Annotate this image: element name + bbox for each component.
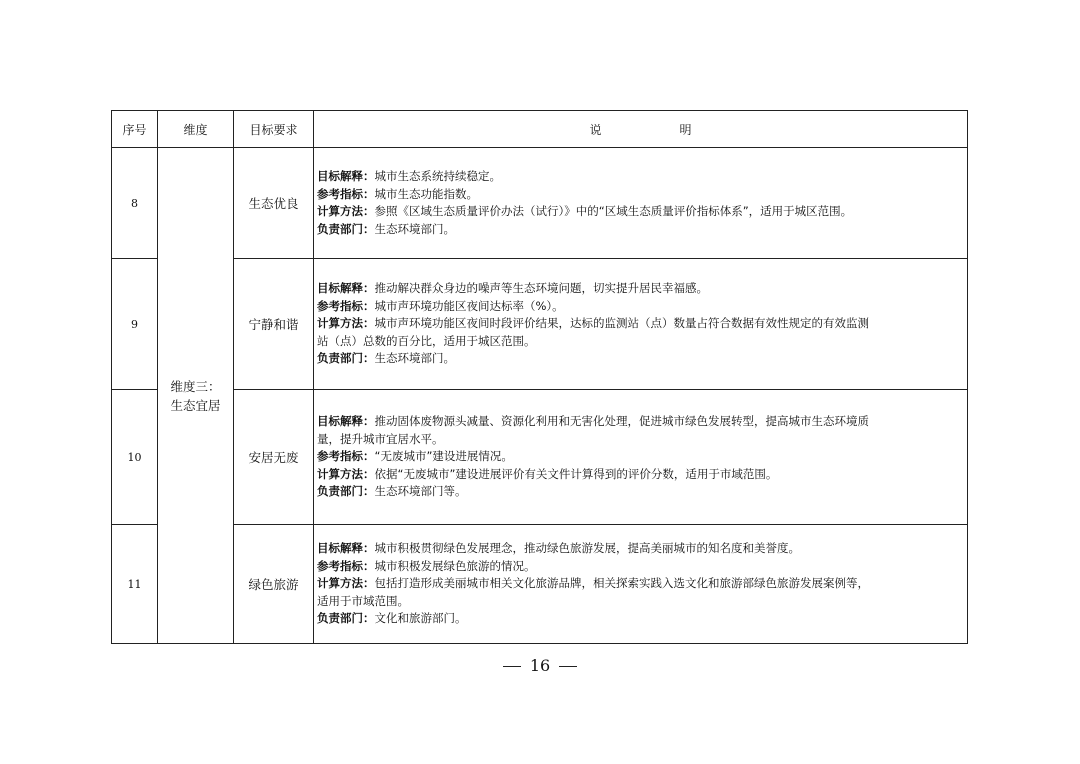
goal-cell: 宁静和谐 — [234, 259, 314, 390]
description-key: 目标解释： — [317, 541, 375, 556]
description-key: 负责部门： — [317, 611, 375, 626]
description-text: 推动固体废物源头减量、资源化利用和无害化处理，促进城市绿色发展转型，提高城市生态环境质 — [374, 414, 869, 429]
row-number: 11 — [112, 525, 158, 644]
description-line — [317, 610, 961, 628]
header-description-left: 说 — [589, 122, 602, 137]
dimension-label-line2: 生态宜居 — [170, 397, 221, 413]
page-number — [0, 656, 1080, 675]
goal-cell: 绿色旅游 — [234, 525, 314, 644]
description-line — [317, 315, 961, 333]
description-key: 计算方法： — [317, 316, 375, 331]
dimension-cell — [158, 148, 234, 644]
description-line — [317, 186, 961, 204]
header-description-right: 明 — [679, 122, 692, 137]
description-line — [317, 448, 961, 466]
description-key: 负责部门： — [317, 351, 375, 366]
description-key: 计算方法： — [317, 466, 375, 481]
description-key: 目标解释： — [317, 281, 375, 296]
table-header-row — [112, 111, 968, 148]
description-text: 城市生态功能指数。 — [374, 186, 478, 201]
description-text: 量，提升城市宜居水平。 — [317, 431, 444, 446]
description-text: 城市声环境功能区夜间时段评价结果，达标的监测站（点）数量占符合数据有效性规定的有效监测 — [374, 316, 869, 331]
description-line — [317, 280, 961, 298]
description-text: 生态环境部门。 — [374, 351, 455, 366]
table-row — [112, 390, 968, 525]
description-text: 包括打造形成美丽城市相关文化旅游品牌，相关探索实践入选文化和旅游部绿色旅游发展案例等， — [374, 576, 869, 591]
dimension-label-line1: 维度三： — [170, 378, 221, 394]
row-number: 9 — [112, 259, 158, 390]
row-number: 10 — [112, 390, 158, 525]
description-cell — [314, 148, 968, 259]
page-number-value: 16 — [529, 656, 551, 675]
description-line — [317, 540, 961, 558]
description-cell — [314, 525, 968, 644]
description-line — [317, 333, 961, 351]
goal-cell: 安居无废 — [234, 390, 314, 525]
description-key: 参考指标： — [317, 449, 375, 464]
description-text: 城市积极贯彻绿色发展理念，推动绿色旅游发展，提高美丽城市的知名度和美誉度。 — [374, 541, 800, 556]
description-line — [317, 298, 961, 316]
description-text: 城市生态系统持续稳定。 — [374, 169, 501, 183]
description-key: 目标解释： — [317, 414, 375, 429]
table-row — [112, 525, 968, 644]
indicator-table — [111, 110, 968, 644]
description-text: 城市声环境功能区夜间达标率（%）。 — [374, 298, 564, 313]
description-key: 负责部门： — [317, 484, 375, 499]
goal-cell: 生态优良 — [234, 148, 314, 259]
header-goal: 目标要求 — [234, 111, 314, 148]
description-text: 参照《区域生态质量评价办法（试行）》中的“区域生态质量评价指标体系”，适用于城区范围。 — [374, 204, 853, 218]
page-number-dash-left — [503, 666, 521, 667]
description-text: 生态环境部门。 — [374, 221, 455, 236]
description-line — [317, 483, 961, 501]
description-line — [317, 221, 961, 239]
description-text: 推动解决群众身边的噪声等生态环境问题，切实提升居民幸福感。 — [374, 281, 708, 296]
header-dimension: 维度 — [158, 111, 234, 148]
page-number-dash-right — [559, 666, 577, 667]
description-key: 目标解释： — [317, 169, 375, 183]
header-description — [314, 111, 968, 148]
header-no: 序号 — [112, 111, 158, 148]
description-cell — [314, 390, 968, 525]
table-row — [112, 148, 968, 259]
description-text: 依据“无废城市”建设进展评价有关文件计算得到的评价分数，适用于市域范围。 — [374, 466, 778, 481]
description-line — [317, 168, 961, 186]
description-text: 适用于市域范围。 — [317, 593, 409, 608]
description-key: 参考指标： — [317, 558, 375, 573]
row-number: 8 — [112, 148, 158, 259]
description-text: “无废城市”建设进展情况。 — [374, 449, 513, 464]
table-row — [112, 259, 968, 390]
description-text: 城市积极发展绿色旅游的情况。 — [374, 558, 536, 573]
description-line — [317, 558, 961, 576]
description-line — [317, 575, 961, 593]
description-line — [317, 203, 961, 221]
description-line — [317, 593, 961, 611]
description-key: 计算方法： — [317, 204, 375, 218]
description-key: 参考指标： — [317, 186, 375, 201]
description-key: 计算方法： — [317, 576, 375, 591]
description-key: 参考指标： — [317, 298, 375, 313]
description-text: 文化和旅游部门。 — [374, 611, 467, 626]
description-cell — [314, 259, 968, 390]
description-key: 负责部门： — [317, 221, 375, 236]
description-line — [317, 466, 961, 484]
description-text: 站（点）总数的百分比，适用于城区范围。 — [317, 333, 536, 348]
description-text: 生态环境部门等。 — [374, 484, 467, 499]
description-line — [317, 350, 961, 368]
description-line — [317, 413, 961, 431]
description-line — [317, 431, 961, 449]
